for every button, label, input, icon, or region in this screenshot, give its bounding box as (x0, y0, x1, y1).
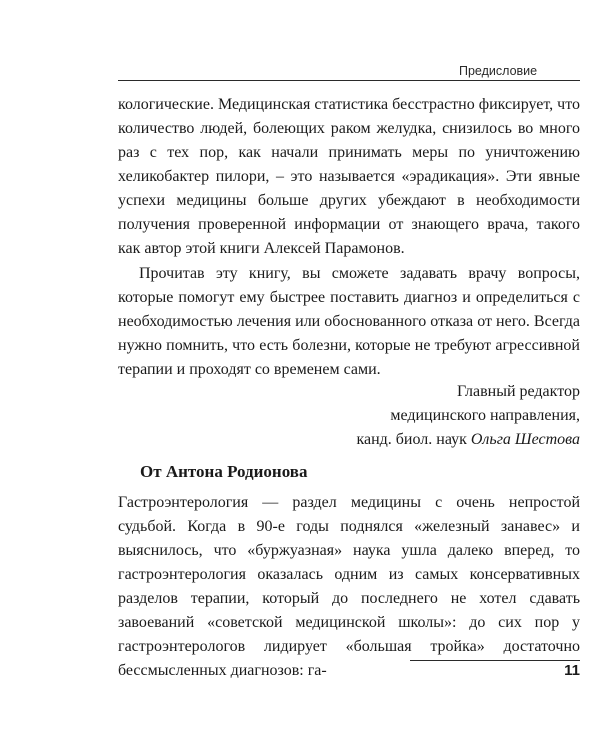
signature-line-2: медицинского направления, (390, 407, 580, 424)
signature-degree: канд. биол. наук (356, 431, 467, 448)
signature-name: Ольга Шестова (470, 431, 580, 448)
paragraph-1: кологические. Медицинская статистика бесстрастно фиксирует, что количество людей, болеющих раком желудка, снизилось во много раз с тех пор, как начали принимать меры по уничтожению хеликобактер пилори, – это называется «эрадикация». Эти явные успехи медицины больше других убеждают в необходимости получения проверенной информации от знающего врача, такого как автор этой книги Алексей Парамонов. (118, 96, 580, 257)
signature-block (118, 380, 580, 452)
signature-line-1: Главный редактор (456, 383, 580, 400)
paragraph-2: Прочитав эту книгу, вы сможете задавать врачу вопросы, которые помогут ему быстрее поставить диагноз и определиться с необходимостью лечения или обоснованного отказа от него. Всегда нужно помнить, что есть болезни, которые не требуют агрессивной терапии и проходят со временем сами. (118, 265, 580, 378)
paragraph-3: Гастроэнтерология — раздел медицины с очень непростой судьбой. Когда в 90-е годы поднялся «железный занавес» и выяснилось, что «буржуазная» наука ушла далеко вперед, то гастроэнтерология оказалась одним из самых консервативных разделов терапии, который до последнего не хотел сдавать завоеваний «советской медицинской школы»: до сих пор у гастроэнтерологов лидирует «большая тройка» достаточно бессмысленных диагнозов: га- (118, 494, 580, 679)
signature-line-3 (118, 428, 580, 452)
running-head: Предисловие (459, 64, 538, 78)
page-number: 11 (564, 662, 580, 679)
section-heading: От Антона Родионова (140, 462, 308, 481)
footer-rule (410, 660, 580, 661)
header-rule (118, 80, 580, 81)
